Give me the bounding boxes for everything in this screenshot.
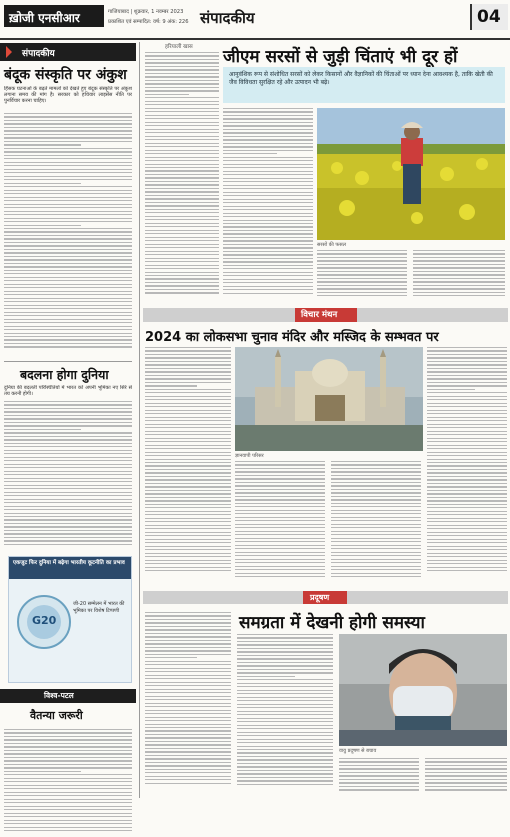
logo-text: ख़ोजी एनसीआर <box>9 11 80 25</box>
top-story-headline: जीएम सरसों से जुड़ी चिंताएं भी दूर हों <box>223 47 458 67</box>
top-story-col2 <box>223 108 313 302</box>
editorial-intro: हिंसक घटनाओं के बढ़ते मामलों को देखते हुए बंदूक संस्कृति पर अंकुश लगाना समय की मांग है। सरकार को हथियार लाइसेंस नीति पर पुनर्विचार करना चाहिए। <box>4 86 132 105</box>
pradushan-banner <box>143 591 508 604</box>
g20-box-header <box>9 557 131 579</box>
bottom-story-col4 <box>425 758 507 796</box>
masthead-dateline: गाजियाबाद | शुक्रवार, 1 नवम्बर 2023 <box>108 9 184 15</box>
top-story-subhead-box <box>223 67 505 103</box>
mid-story-col1 <box>145 347 231 585</box>
page-number-box <box>470 4 508 30</box>
mustard-field-image <box>317 108 505 240</box>
mosque-image <box>235 347 423 451</box>
top-story-kicker: हरियाली खास <box>165 44 193 50</box>
bottom-story-col3 <box>339 758 419 796</box>
bottom-story-col1 <box>145 612 231 796</box>
pradushan-banner-label: प्रदूषण <box>310 593 330 602</box>
mustard-photo-caption: सरसों की फसल <box>317 242 347 248</box>
pollution-photo-caption: वायु प्रदूषण से बचाव <box>339 748 377 754</box>
divider <box>4 361 132 362</box>
pradushan-banner-label-bg <box>303 591 347 604</box>
g20-box-title: एकजुट फिर दुनिया में बढ़ेगा भारतीय कूटनीति का प्रभाव <box>13 560 125 566</box>
page-number: 04 <box>477 7 501 27</box>
g20-box <box>8 556 132 683</box>
editorial-body <box>4 113 132 358</box>
mustard-photo <box>317 108 505 240</box>
bottom-story-headline: समग्रता में देखनी होगी समस्या <box>239 613 425 633</box>
second-headline: बदलना होगा दुनिया <box>20 367 109 382</box>
top-story <box>143 42 508 304</box>
pollution-photo <box>339 634 507 746</box>
editorial-kicker-bar <box>0 43 136 61</box>
mid-story-col4 <box>427 347 507 585</box>
mid-story-headline: 2024 का लोकसभा चुनाव मंदिर और मस्जिद के सम्भवत पर <box>145 330 439 345</box>
second-intro: दुनिया की बदलती परिस्थितियों में भारत को अपनी भूमिका नए सिरे से तय करनी होगी। <box>4 385 132 398</box>
vichar-banner-label-bg <box>295 308 357 322</box>
editorial-headline: बंदूक संस्कृति पर अंकुश <box>4 67 127 83</box>
mosque-photo-caption: ज्ञानवापी परिसर <box>235 453 264 459</box>
left-column <box>0 41 136 800</box>
top-story-col3 <box>317 250 407 302</box>
top-story-col4 <box>413 250 505 302</box>
bottom-story-col2 <box>237 634 333 796</box>
third-kicker-bar <box>0 689 136 703</box>
masthead-issue: प्रकाशित एवं सम्पादित: वर्ष: 9 अंक: 226 <box>108 19 189 25</box>
vichar-banner-label: विचार मंथन <box>301 310 338 320</box>
mid-story-col2 <box>235 461 325 585</box>
masthead <box>0 0 510 40</box>
second-body <box>4 401 132 551</box>
vichar-banner <box>143 308 508 322</box>
third-body <box>4 729 132 837</box>
third-headline: वैतन्या जरूरी <box>30 709 83 722</box>
g20-caption: जी-20 सम्मेलन में भारत की भूमिका पर विशेष टिप्पणी <box>73 601 125 614</box>
mosque-photo <box>235 347 423 451</box>
top-story-subhead: आनुवंशिक रूप से संशोधित सरसों को लेकर किसानों और वैज्ञानिकों की चिंताओं पर ध्यान देना आवश्यक है, ताकि खेती की जैव विविधता सुरक्षित रहे और उत्पादन भी बढ़े। <box>229 71 493 86</box>
g20-logo-text: G20 <box>32 614 57 627</box>
pollution-image <box>339 634 507 746</box>
editorial-kicker-triangle <box>6 46 12 58</box>
g20-logo <box>17 595 71 649</box>
mid-story <box>143 325 508 587</box>
editorial-kicker: संपादकीय <box>22 49 55 59</box>
bottom-story <box>143 606 508 798</box>
mid-story-col3 <box>331 461 421 585</box>
column-rule <box>139 42 140 798</box>
section-title: संपादकीय <box>200 9 255 27</box>
third-kicker: विश्व-पटल <box>44 691 74 700</box>
masthead-logo <box>4 5 104 27</box>
top-story-col1 <box>145 52 219 302</box>
